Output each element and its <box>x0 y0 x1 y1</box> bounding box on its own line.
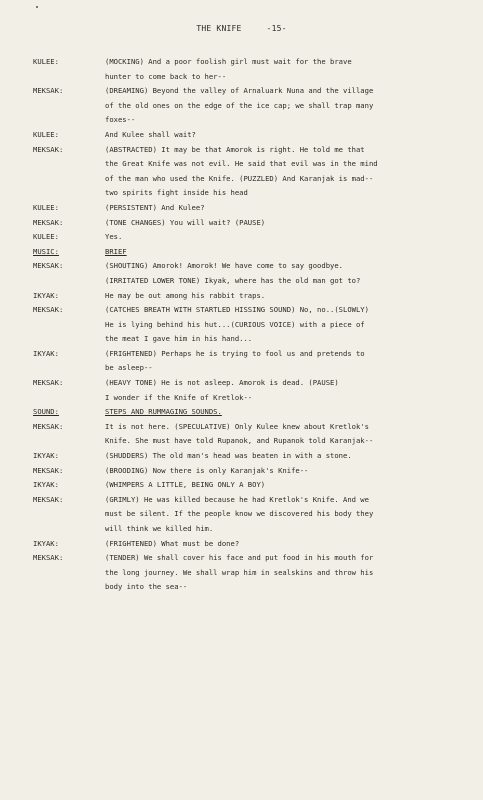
dialogue-row <box>33 347 473 376</box>
dialogue-text: (SHUDDERS) The old man's head was beaten in with a stone. <box>105 451 352 461</box>
dialogue-list <box>33 55 473 595</box>
dialogue-text: It is not here. (SPECULATIVE) Only Kulee knew about Kretlok's Knife. She must have told Rupanok, and Rupanok told Karanjak-- <box>105 421 374 446</box>
dialogue-row <box>33 493 473 537</box>
dialogue-text: (ABSTRACTED) It may be that Amorok is right. He told me that the Great Knife was not evil. He said that evil was in the mind of the man who used the Knife. (PUZZLED) And Karanjak is mad-- two spirits fight inside his head <box>105 144 378 198</box>
dialogue-text: STEPS AND RUMMAGING SOUNDS. <box>105 407 222 417</box>
dialogue-row <box>33 201 473 216</box>
dialogue-text: (BROODING) Now there is only Karanjak's Knife-- <box>105 465 309 475</box>
speaker-label: MEKSAK: <box>33 494 64 504</box>
paper-mark <box>36 6 38 8</box>
dialogue-row <box>33 537 473 552</box>
dialogue-row <box>33 420 473 449</box>
speaker-label: IKYAK: <box>33 348 59 358</box>
speaker-label: IKYAK: <box>33 538 59 548</box>
dialogue-row <box>33 376 473 405</box>
speaker-label: MEKSAK: <box>33 305 64 315</box>
speaker-label: MEKSAK: <box>33 553 64 563</box>
dialogue-text: (DREAMING) Beyond the valley of Arnaluark Nuna and the village of the old ones on the edge of the ice cap; we shall trap many foxes-- <box>105 86 374 125</box>
speaker-label: KULEE: <box>33 129 59 139</box>
dialogue-row <box>33 289 473 304</box>
page-header <box>0 24 483 33</box>
speaker-label: MEKSAK: <box>33 378 64 388</box>
dialogue-row <box>33 405 473 420</box>
speaker-label: IKYAK: <box>33 480 59 490</box>
speaker-label: MEKSAK: <box>33 421 64 431</box>
dialogue-text: He may be out among his rabbit traps. <box>105 290 266 300</box>
speaker-label: KULEE: <box>33 57 59 66</box>
page-number: -15- <box>266 24 287 33</box>
dialogue-text: BRIEF <box>105 246 127 256</box>
dialogue-row <box>33 464 473 479</box>
dialogue-row <box>33 230 473 245</box>
dialogue-row <box>33 449 473 464</box>
dialogue-text: (HEAVY TONE) He is not asleep. Amorok is dead. (PAUSE) I wonder if the Knife of Kretlok-- <box>105 378 339 402</box>
dialogue-row <box>33 303 473 347</box>
dialogue-row <box>33 84 473 128</box>
speaker-label: KULEE: <box>33 202 59 212</box>
speaker-label: MEKSAK: <box>33 261 64 271</box>
speaker-label: IKYAK: <box>33 290 59 300</box>
dialogue-row <box>33 551 473 595</box>
speaker-label: IKYAK: <box>33 451 59 461</box>
dialogue-text: (FRIGHTENED) What must be done? <box>105 538 240 548</box>
dialogue-row <box>33 259 473 288</box>
dialogue-text: (TONE CHANGES) You will wait? (PAUSE) <box>105 217 266 227</box>
dialogue-text: (MOCKING) And a poor foolish girl must wait for the brave hunter to come back to her-- <box>105 57 352 81</box>
dialogue-text: (FRIGHTENED) Perhaps he is trying to fool us and pretends to be asleep-- <box>105 348 365 373</box>
dialogue-text: (CATCHES BREATH WITH STARTLED HISSING SOUND) No, no..(SLOWLY) He is lying behind his hut...(CURIOUS VOICE) with a piece of the meat I gave him in his hand... <box>105 305 369 344</box>
dialogue-row <box>33 143 473 201</box>
speaker-label: MUSIC: <box>33 246 59 256</box>
script-title: THE KNIFE <box>196 24 242 33</box>
speaker-label: MEKSAK: <box>33 217 64 227</box>
dialogue-row <box>33 478 473 493</box>
dialogue-text: (SHOUTING) Amorok! Amorok! We have come to say goodbye. (IRRITATED LOWER TONE) Ikyak, where has the old man got to? <box>105 261 361 285</box>
speaker-label: KULEE: <box>33 232 59 242</box>
dialogue-row <box>33 216 473 231</box>
dialogue-row <box>33 55 473 84</box>
dialogue-text: And Kulee shall wait? <box>105 129 196 139</box>
speaker-label: MEKSAK: <box>33 465 64 475</box>
speaker-label: SOUND: <box>33 407 59 417</box>
speaker-label: MEKSAK: <box>33 86 64 96</box>
dialogue-row <box>33 128 473 143</box>
dialogue-row <box>33 245 473 260</box>
dialogue-text: (WHIMPERS A LITTLE, BEING ONLY A BOY) <box>105 480 266 490</box>
speaker-label: MEKSAK: <box>33 144 64 154</box>
dialogue-text: (PERSISTENT) And Kulee? <box>105 202 205 212</box>
dialogue-text: Yes. <box>105 232 123 242</box>
dialogue-text: (GRIMLY) He was killed because he had Kretlok's Knife. And we must be silent. If the people know we discovered his body they will think we killed him. <box>105 494 374 533</box>
dialogue-text: (TENDER) We shall cover his face and put food in his mouth for the long journey. We shall wrap him in sealskins and throw his body into the sea-- <box>105 553 374 592</box>
